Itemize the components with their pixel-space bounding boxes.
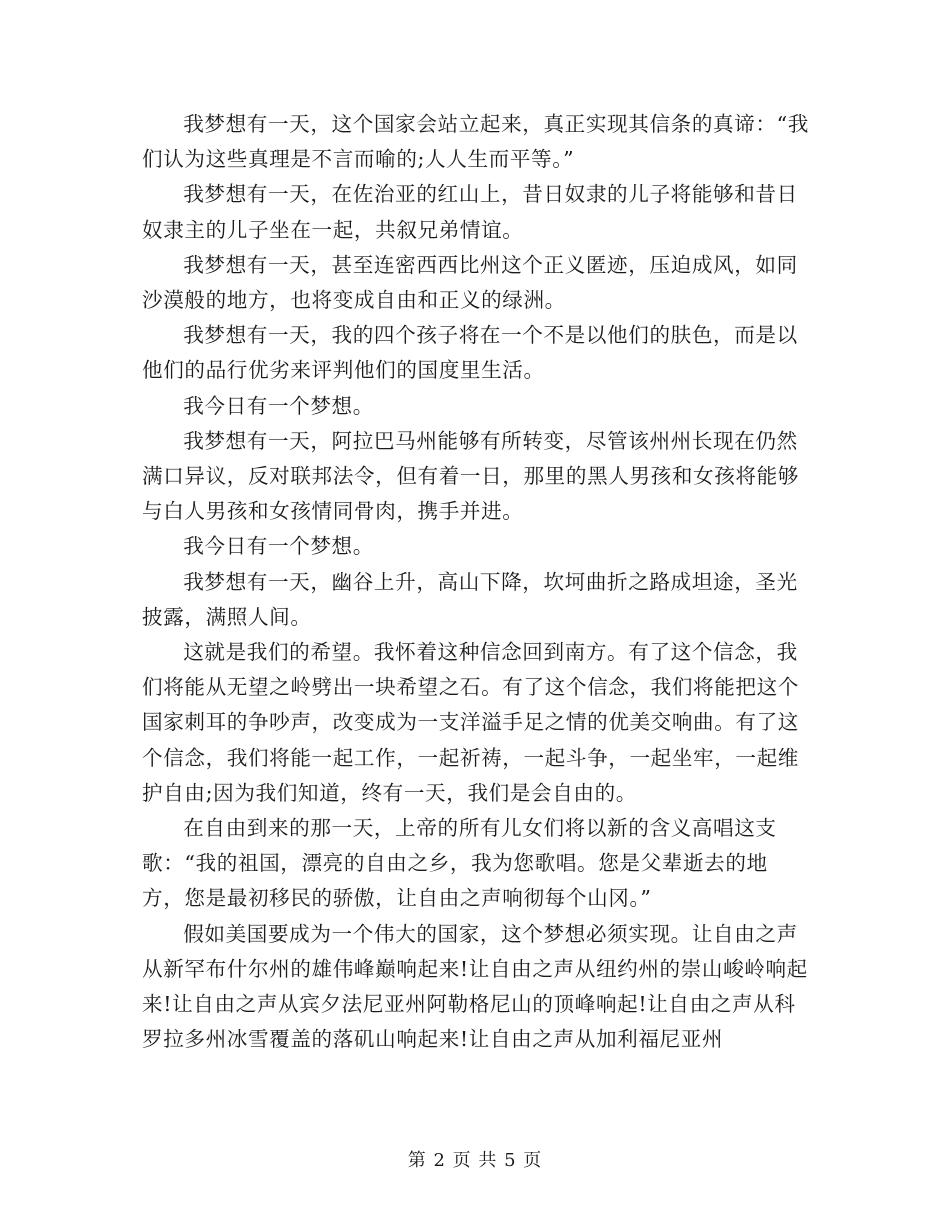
paragraph-6: 我梦想有一天，阿拉巴马州能够有所转变，尽管该州州长现在仍然满口异议，反对联邦法令，但有着一日，那里的黑人男孩和女孩将能够与白人男孩和女孩情同骨肉，携手并进。 [142,428,800,524]
paragraph-4: 我梦想有一天，我的四个孩子将在一个不是以他们的肤色，而是以他们的品行优劣来评判他们的国度里生活。 [142,323,798,383]
paragraph-3: 我梦想有一天，甚至连密西西比州这个正义匿迹，压迫成风，如同沙漠般的地方，也将变成自由和正义的绿洲。 [142,252,798,313]
paragraph-11: 假如美国要成为一个伟大的国家，这个梦想必须实现。让自由之声从新罕布什尔州的雄伟峰巅响起来!让自由之声从纽约州的崇山峻岭响起来!让自由之声从宾夕法尼亚州阿勒格尼山的顶峰响起!让自由之声从科罗拉多州冰雪覆盖的落矶山响起来!让自由之声从加利福尼亚州 [142,921,808,1052]
paragraph-1: 我梦想有一天，这个国家会站立起来，真正实现其信条的真谛：“我们认为这些真理是不言而喻的;人人生而平等。” [142,112,809,172]
paragraph-5: 我今日有一个梦想。 [183,393,374,418]
paragraph-2: 我梦想有一天，在佐治亚的红山上，昔日奴隶的儿子将能够和昔日奴隶主的儿子坐在一起，共叙兄弟情谊。 [142,182,798,242]
paragraph-10: 在自由到来的那一天，上帝的所有儿女们将以新的含义高唱这支歌：“我的祖国，漂亮的自由之乡，我为您歌唱。您是父辈逝去的地方，您是最初移民的骄傲，让自由之声响彻每个山冈。” [142,816,777,911]
paragraph-9: 这就是我们的希望。我怀着这种信念回到南方。有了这个信念，我们将能从无望之岭劈出一块希望之石。有了这个信念，我们将能把这个国家刺耳的争吵声，改变成为一支洋溢手足之情的优美交响曲。有了这个信念，我们将能一起工作，一起祈祷，一起斗争，一起坐牢，一起维护自由;因为我们知道，终有一天，我们是会自由的。 [142,640,800,805]
page-number-footer: 第 2 页 共 5 页 [407,1150,543,1171]
paragraph-8: 我梦想有一天，幽谷上升，高山下降，坎坷曲折之路成坦途，圣光披露，满照人间。 [142,569,798,629]
document-body [142,107,810,1057]
paragraph-7: 我今日有一个梦想。 [183,534,374,559]
